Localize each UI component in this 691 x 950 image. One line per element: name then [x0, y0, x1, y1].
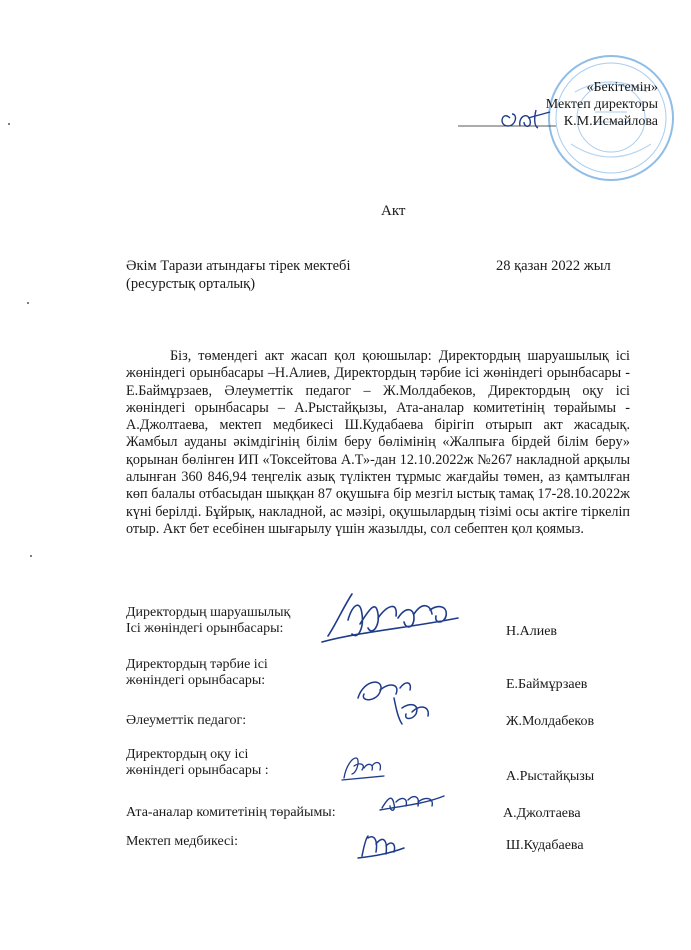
signature-label-line: жөніндегі орынбасары :: [126, 763, 269, 778]
signature-label-deputy-household: [126, 605, 290, 637]
document-date: 28 қазан 2022 жыл: [496, 258, 611, 274]
signer-name-baimurzaev: Е.Баймұрзаев: [506, 677, 588, 692]
signature-label-parents-committee: [126, 805, 336, 821]
signature-joltaeva: [378, 786, 446, 816]
act-body-paragraph: Біз, төмендегі акт жасап қол қоюшылар: Директордың шаруашылық ісі жөніндегі орынбасары –Н.Алиев, Директордың тәрбие ісі жөніндегі орынбасары - Е.Баймұрзаев, Әлеуметтік педагог – Ж.Молдабеков, Директордың оқу ісі жөніндегі орынбасары – А.Рыстайқызы, Ата-аналар комитетінің төрайымы - А.Джолтаева, мектеп медбикесі Ш.Кудабаева бірігіп отырып акт жасадық. Жамбыл ауданы әкімдігінің білім беру бөлімінің «Жалпыға бірдей білім беру» қорынан бөлінген ИП «Токсейтова А.Т»-дан 12.10.2022ж №267 накладной арқылы алынған 360 846,94 теңгелік азық түліктен тұрмыс жағдайы төмен, аз қамтылған көп балалы отбасыдан шыққан 87 оқушыға бір мезгіл ыстық тамақ 17-28.10.2022ж күні берілді. Бұйрық, накладной, ас мәзірі, оқушылардың тізімі осы актіге тіркеліп отыр. Акт бет есебінен шығарылу үшін жазылды, сол себептен қол қоямыз.: [126, 348, 630, 537]
signer-name-kudabaeva: Ш.Кудабаева: [506, 838, 584, 853]
approval-title: «Бекітемін»: [586, 80, 658, 95]
signature-label-line: Ата-аналар комитетінің төрайымы:: [126, 805, 336, 820]
signature-label-line: жөніндегі орынбасары:: [126, 673, 266, 688]
signature-label-line: Директордың оқу ісі: [126, 747, 249, 762]
approval-position: Мектеп директоры: [545, 97, 658, 112]
approval-name: К.М.Исмайлова: [563, 114, 658, 129]
scan-speck: [27, 302, 29, 304]
scan-speck: [8, 123, 10, 125]
signature-label-line: Директордың тәрбие ісі: [126, 657, 268, 672]
signature-kudabaeva: [356, 828, 406, 862]
school-name-line1: Әкім Тарази атындағы тірек мектебі: [126, 258, 351, 274]
director-signature: [458, 104, 568, 134]
signature-label-deputy-education: [126, 747, 269, 779]
document-title: Акт: [381, 203, 406, 219]
signature-label-school-nurse: [126, 834, 238, 850]
school-name: [126, 257, 350, 293]
signature-label-line: Ісі жөніндегі орынбасары:: [126, 621, 284, 636]
signer-name-rystaikyzy: А.Рыстайқызы: [506, 769, 595, 784]
signer-name-joltaeva: А.Джолтаева: [503, 806, 581, 821]
signature-label-social-pedagogue: [126, 713, 246, 729]
signature-aliev: [318, 584, 468, 654]
signature-label-deputy-upbringing: [126, 657, 268, 689]
signature-label-line: Мектеп медбикесі:: [126, 834, 239, 849]
signature-rystaikyzy: [340, 752, 386, 784]
signature-baimurzaev: [350, 668, 440, 730]
signature-label-line: Директордың шаруашылық: [126, 605, 291, 620]
school-name-line2: (ресурстық орталық): [126, 276, 256, 292]
scan-speck: [30, 555, 32, 557]
signer-name-aliev: Н.Алиев: [506, 624, 558, 639]
signature-label-line: Әлеуметтік педагог:: [126, 713, 247, 728]
signer-name-moldabekov: Ж.Молдабеков: [506, 714, 595, 729]
